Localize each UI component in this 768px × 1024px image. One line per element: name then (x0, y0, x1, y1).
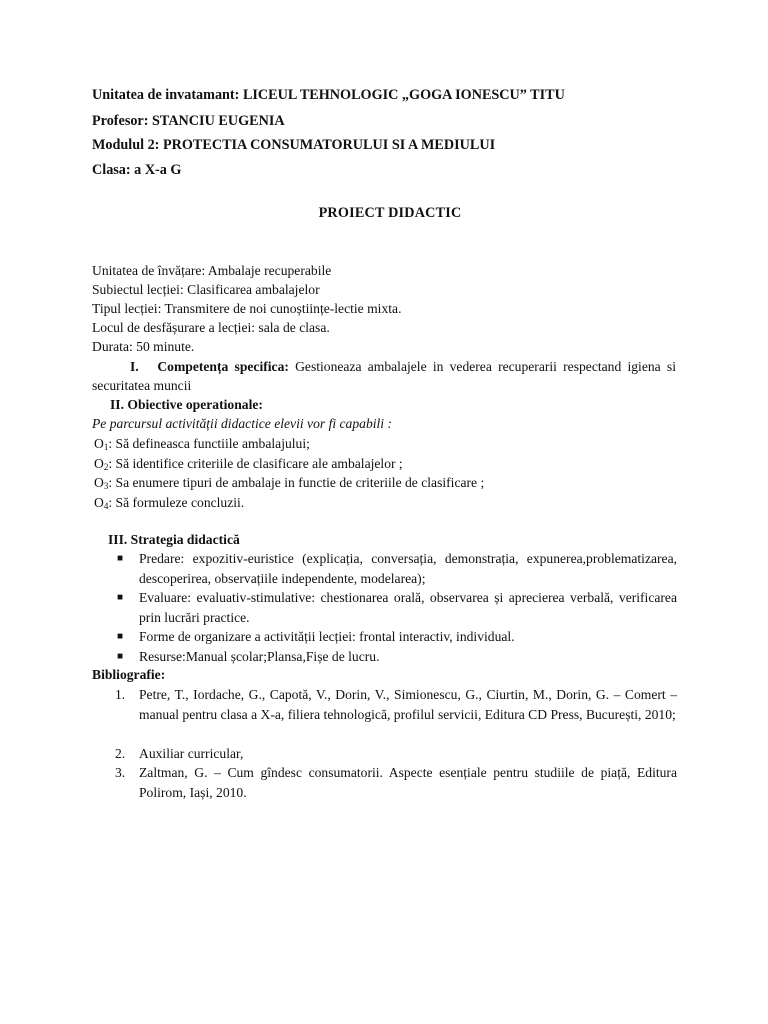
objective-item (94, 455, 403, 476)
strategy-item (117, 549, 677, 588)
learning-unit-line: Unitatea de învățare: Ambalaje recuperabile (92, 263, 332, 278)
module-value: PROTECTIA CONSUMATORULUI SI A MEDIULUI (159, 137, 496, 153)
lesson-subject-line: Subiectul lecției: Clasificarea ambalajelor (92, 282, 320, 297)
competence-label: Competența specifica: (157, 359, 289, 374)
strategy-item-text: Resurse:Manual școlar;Plansa,Fișe de lucru. (139, 649, 380, 664)
strategy-item-text: Evaluare: evaluativ-stimulative: chestionarea orală, observarea și aprecierea verbală, verificarea prin lucrări practice. (139, 590, 677, 625)
strategy-item (117, 627, 677, 647)
objective-item (94, 435, 310, 456)
strategy-item (117, 588, 677, 627)
class-value: a X-a G (130, 162, 182, 178)
bibliography-item (115, 685, 677, 726)
bibliography-number: 3. (115, 765, 126, 780)
objective-item (94, 494, 244, 515)
objective-index: 4 (103, 501, 109, 511)
bullet-icon: ■ (117, 651, 124, 662)
bibliography-heading: Bibliografie: (92, 667, 166, 682)
teacher-label: Profesor: (92, 113, 149, 129)
location-line: Locul de desfășurare a lecției: sala de clasa. (92, 320, 330, 335)
strategy-heading: III. Strategia didactică (108, 532, 240, 547)
objective-code: O (94, 436, 104, 451)
duration-line: Durata: 50 minute. (92, 339, 195, 354)
bullet-icon: ■ (117, 631, 124, 642)
lesson-type-line: Tipul lecției: Transmitere de noi cunoștiințe-lectie mixta. (92, 301, 402, 316)
bibliography-item (115, 744, 677, 764)
objective-code: O (94, 495, 104, 510)
class-label: Clasa: (92, 162, 131, 178)
strategy-item (117, 647, 677, 667)
objective-code: O (94, 475, 104, 490)
objectives-heading: II. Obiective operationale: (110, 397, 263, 412)
strategy-item-text: Predare: expozitiv-euristice (explicația, conversația, demonstrația, expunerea,problematizarea, descoperirea, observațiile independente, modelarea); (139, 551, 677, 586)
strategy-item-text: Forme de organizare a activității lecției: frontal interactiv, individual. (139, 629, 515, 644)
bullet-icon: ■ (117, 553, 124, 564)
bibliography-text: Petre, T., Iordache, G., Capotă, V., Dorin, V., Simionescu, G., Ciurtin, M., Dorin, G. – Comert – manual pentru clasa a X-a, filiera tehnologică, profilul servicii, Editura CD Press, București, 2010; (139, 687, 677, 723)
objective-code: O (94, 456, 104, 471)
teacher-value: STANCIU EUGENIA (148, 113, 285, 129)
competence-paragraph (92, 357, 676, 395)
class-line (92, 161, 181, 179)
school-label: Unitatea de invatamant: (92, 87, 240, 103)
competence-numeral: I. (130, 359, 139, 374)
objective-text: : Să identifice criteriile de clasificare ale ambalajelor ; (108, 456, 403, 471)
document-title: PROIECT DIDACTIC (318, 205, 462, 221)
bibliography-text: Auxiliar curricular, (139, 746, 244, 761)
bibliography-text: Zaltman, G. – Cum gîndesc consumatorii. Aspecte esențiale pentru studiile de piață, Editura Polirom, Iași, 2010. (139, 765, 677, 801)
objective-index: 3 (103, 481, 109, 491)
teacher-line (92, 112, 285, 130)
objective-text: : Să formuleze concluzii. (108, 495, 245, 510)
school-line (92, 86, 565, 104)
objective-text: : Să defineasca functiile ambalajului; (108, 436, 310, 451)
competence-text: Gestioneaza ambalajele in vederea recuperarii respectand igiena si securitatea muncii (92, 359, 676, 393)
module-label: Modulul 2: (92, 137, 160, 153)
module-line (92, 136, 495, 154)
bullet-icon: ■ (117, 592, 124, 603)
objective-item (94, 474, 484, 495)
objective-text: : Sa enumere tipuri de ambalaje in functie de criteriile de clasificare ; (108, 475, 485, 490)
objective-index: 1 (103, 442, 109, 452)
school-value: LICEUL TEHNOLOGIC „GOGA IONESCU” TITU (239, 87, 565, 103)
bibliography-number: 1. (115, 687, 126, 702)
objectives-intro: Pe parcursul activității didactice elevii vor fi capabili : (92, 416, 392, 431)
bibliography-number: 2. (115, 746, 126, 761)
bibliography-item (115, 763, 677, 804)
objective-index: 2 (103, 462, 109, 472)
